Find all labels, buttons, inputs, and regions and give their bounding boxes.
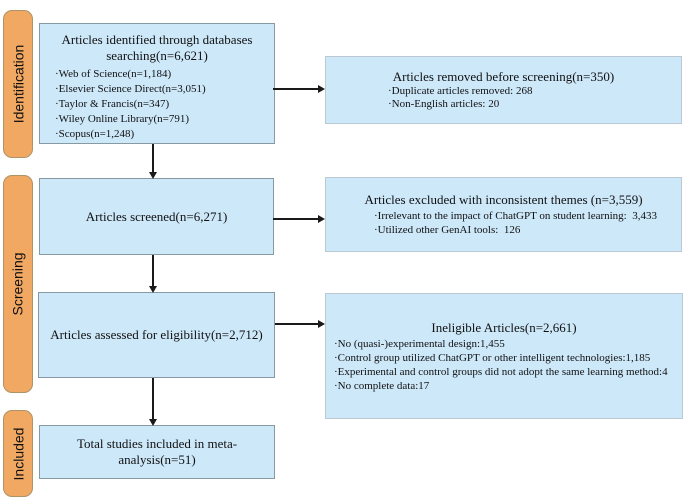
- arrow-right-icon: [318, 85, 325, 93]
- box-ineligible-articles: [325, 293, 683, 419]
- flow-arrow-line: [275, 323, 318, 325]
- box-articles-removed: [325, 56, 682, 124]
- stage-tab-screening: [3, 175, 33, 393]
- box-articles-screened: [39, 178, 274, 255]
- exclusion-reasons-list: [326, 209, 681, 237]
- box-studies-included: [39, 425, 275, 479]
- flow-arrow-line: [273, 218, 318, 220]
- stage-label-identification: Identification: [10, 44, 27, 124]
- list-item: ·Control group utilized ChatGPT or other intelligent technologies:1,185: [334, 351, 651, 364]
- list-item: ·Irrelevant to the impact of ChatGPT on student learning: 3,433: [374, 210, 657, 222]
- stage-tab-identification: [3, 10, 33, 158]
- stage-label-screening: Screening: [10, 252, 27, 316]
- arrow-down-icon: [149, 419, 157, 426]
- flow-arrow-line: [152, 144, 154, 172]
- box-articles-identified: [39, 23, 275, 144]
- database-list: [40, 67, 274, 142]
- list-item: ·No (quasi-)experimental design:1,455: [334, 337, 505, 350]
- flow-arrow-line: [152, 378, 154, 419]
- list-item: ·Non-English articles: 20: [388, 98, 500, 110]
- list-item: ·Wiley Online Library(n=791): [55, 113, 190, 125]
- arrow-down-icon: [149, 286, 157, 293]
- arrow-right-icon: [318, 320, 325, 328]
- stage-tab-included: [3, 410, 33, 497]
- box-articles-assessed: [38, 292, 275, 378]
- arrow-down-icon: [149, 172, 157, 179]
- list-item: ·Experimental and control groups did not adopt the same learning method:4: [334, 365, 668, 378]
- flow-arrow-line: [152, 255, 154, 286]
- box-title: Ineligible Articles(n=2,661): [431, 319, 577, 335]
- list-item: ·Elsevier Science Direct(n=3,051): [55, 83, 206, 95]
- box-title: Articles excluded with inconsistent themes (n=3,559): [364, 192, 643, 207]
- ineligibility-reasons-list: [326, 337, 682, 393]
- arrow-right-icon: [318, 215, 325, 223]
- box-title: Articles identified through databases searching(n=6,621): [61, 32, 253, 63]
- flow-arrow-line: [273, 88, 318, 90]
- box-articles-excluded: [325, 177, 682, 252]
- box-title: Total studies included in meta-analysis(n=51): [76, 436, 238, 467]
- list-item: ·Utilized other GenAI tools: 126: [374, 224, 521, 236]
- list-item: ·No complete data:17: [334, 379, 430, 392]
- box-title: Articles screened(n=6,271): [85, 208, 228, 224]
- list-item: ·Scopus(n=1,248): [55, 128, 135, 140]
- list-item: ·Taylor & Francis(n=347): [55, 98, 170, 110]
- box-title: Articles removed before screening(n=350): [392, 68, 615, 84]
- list-item: ·Web of Science(n=1,184): [55, 68, 172, 80]
- stage-label-included: Included: [10, 427, 26, 480]
- list-item: ·Duplicate articles removed: 268: [388, 84, 533, 97]
- removal-reasons-list: [326, 85, 681, 112]
- box-title: Articles assessed for eligibility(n=2,712): [50, 327, 263, 342]
